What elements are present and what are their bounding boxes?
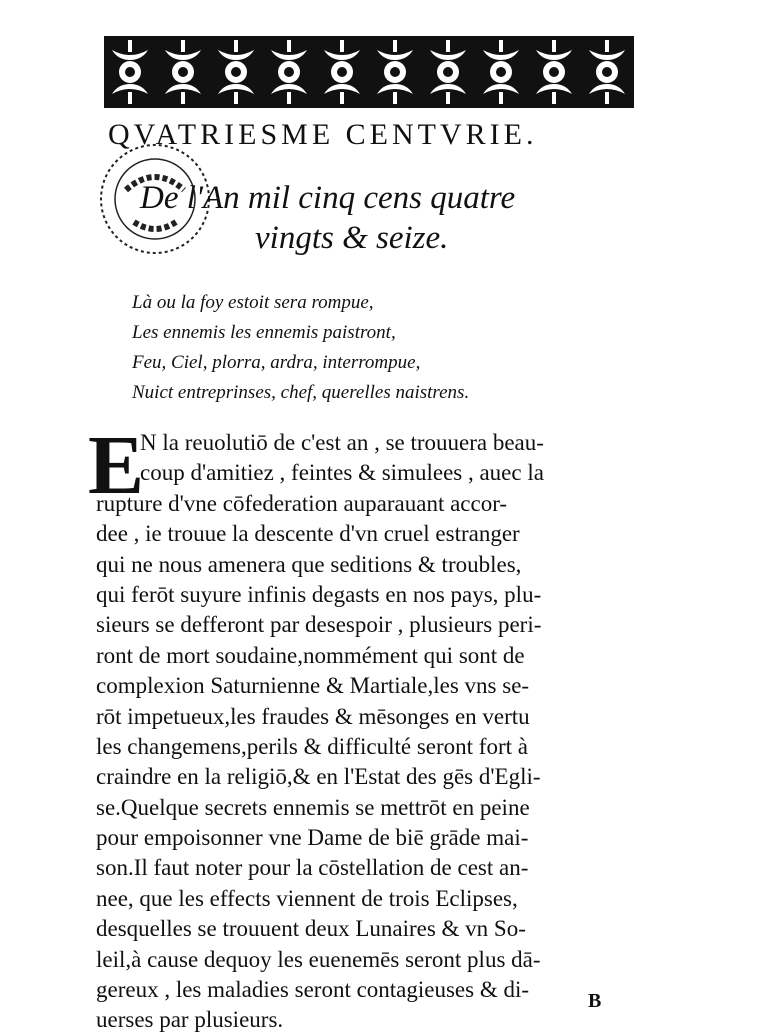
quatrain-line: Les ennemis les ennemis paistront,	[132, 322, 396, 343]
body-line: ront de mort soudaine,nommément qui sont de	[96, 642, 525, 668]
body-line: se.Quelque secrets ennemis se mettrōt en peine	[96, 794, 530, 820]
body-line: gereux , les maladies seront contagieuses & di-	[96, 977, 530, 1003]
body-line: sieurs se defferont par desespoir , plusieurs peri-	[96, 612, 542, 638]
quatrain-line: Nuict entreprinses, chef, querelles naistrens.	[132, 382, 470, 403]
body-line: son.Il faut noter pour la cōstellation de cest an-	[96, 855, 529, 881]
signature-mark: B	[588, 990, 602, 1012]
body-line: qui ferōt suyure infinis degasts en nos pays, plu-	[96, 581, 542, 607]
body-line: rupture d'vne cōfederation auparauant accor-	[96, 490, 508, 516]
body-line: complexion Saturnienne & Martiale,les vns se-	[96, 673, 530, 699]
quatrain	[132, 288, 612, 408]
quatrain-line: Là ou la foy estoit sera rompue,	[132, 292, 374, 313]
section-title-line-1: De l'An mil cinq cens quatre	[140, 180, 516, 216]
body-line: rōt impetueux,les fraudes & mēsonges en vertu	[96, 703, 530, 729]
body-line: leil,à cause dequoy les euenemēs seront plus dā-	[96, 946, 541, 972]
body-line: pour empoisonner vne Dame de biē grāde mai-	[96, 825, 529, 851]
drop-cap: E	[88, 419, 145, 512]
body-line: coup d'amitiez , feintes & simulees , auec la	[140, 460, 544, 486]
body-line: les changemens,perils & difficulté seront fort à	[96, 733, 528, 759]
body-line: uerses par plusieurs.	[96, 1007, 284, 1033]
floral-ornament-icon	[104, 36, 634, 108]
body-line: dee , ie trouue la descente d'vn cruel estranger	[96, 521, 520, 547]
body-line: nee, que les effects viennent de trois Eclipses,	[96, 885, 518, 911]
body-line: craindre en la religiō,& en l'Estat des gēs d'Egli-	[96, 764, 541, 790]
body-text	[96, 428, 676, 1036]
body-line: desquelles se trouuent deux Lunaires & vn So-	[96, 916, 526, 942]
quatrain-line: Feu, Ciel, plorra, ardra, interrompue,	[132, 352, 421, 373]
section-title-line-2: vingts & seize.	[255, 220, 449, 256]
running-title: QVATRIESME CENTVRIE.	[108, 118, 538, 151]
body-line: qui ne nous amenera que seditions & troubles,	[96, 551, 522, 577]
stamp-text	[0, 0, 1, 1]
body-line: N la reuolutiō de c'est an , se trouuera beau-	[140, 430, 544, 455]
